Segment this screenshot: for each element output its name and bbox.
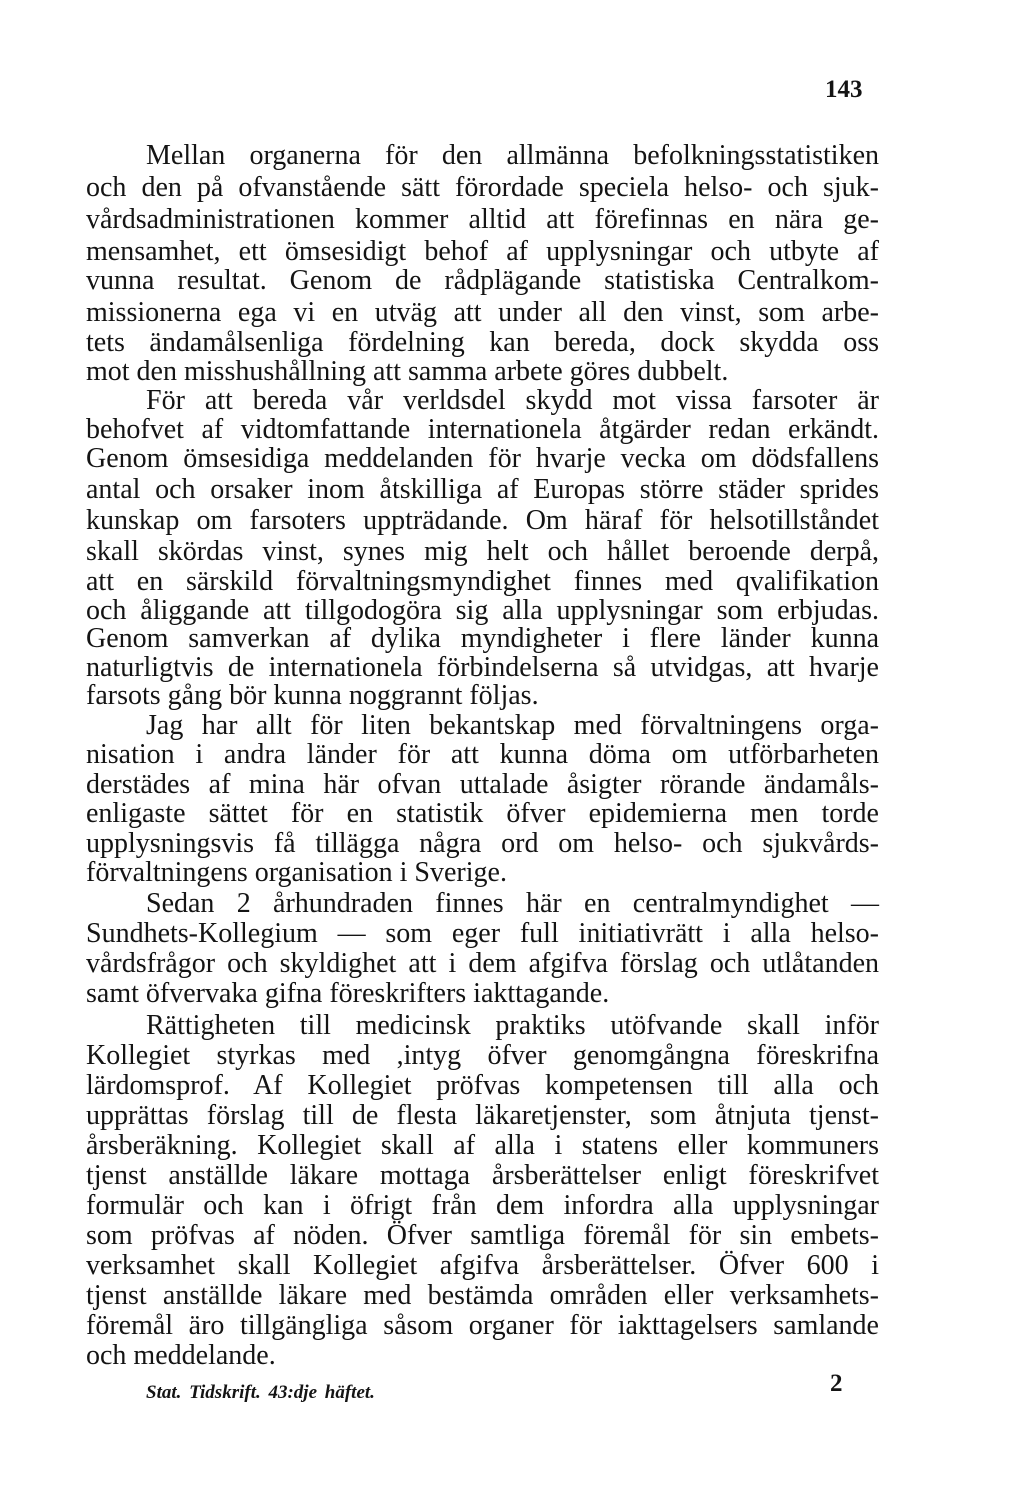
text-line: samt öfvervaka gifna föreskrifters iakttagande. xyxy=(86,978,610,1009)
text-line: att en särskild förvaltningsmyndighet finnes med qvalifikation xyxy=(86,566,879,597)
text-line: kunskap om farsoters uppträdande. Om häraf för helsotillståndet xyxy=(86,505,879,536)
text-line: och den på ofvanstående sätt förordade speciela helso- och sjuk- xyxy=(86,172,879,203)
text-line: För att bereda vår verldsdel skydd mot vissa farsoter är xyxy=(146,385,879,416)
text-line: mensamhet, ett ömsesidigt behof af upplysningar och utbyte af xyxy=(86,236,879,267)
text-line: missionerna ega vi en utväg att under all den vinst, som arbe- xyxy=(86,297,879,328)
text-line: som pröfvas af nöden. Öfver samtliga föremål för sin embets- xyxy=(86,1220,879,1251)
text-line: verksamhet skall Kollegiet afgifva årsberättelser. Öfver 600 i xyxy=(86,1250,879,1281)
page-number: 143 xyxy=(825,76,863,103)
text-line: tjenst anställde läkare med bestämda områden eller verksamhets- xyxy=(86,1280,879,1311)
text-line: vårdsfrågor och skyldighet att i dem afgifva förslag och utlåtanden xyxy=(86,948,879,979)
text-line: förvaltningens organisation i Sverige. xyxy=(86,857,507,888)
text-line: och meddelande. xyxy=(86,1340,276,1371)
text-line: tjenst anställde läkare mottaga årsberättelser enligt föreskrifvet xyxy=(86,1160,879,1191)
text-line: lärdomsprof. Af Kollegiet pröfvas kompetensen till alla och xyxy=(86,1070,879,1101)
text-line: Genom ömsesidiga meddelanden för hvarje vecka om dödsfallens xyxy=(86,443,879,474)
text-line: Kollegiet styrkas med ,intyg öfver genomgångna föreskrifna xyxy=(86,1040,879,1071)
text-line: farsots gång bör kunna noggrannt följas. xyxy=(86,680,539,711)
text-line: Sedan 2 århundraden finnes här en centralmyndighet — xyxy=(146,888,879,919)
text-line: enligaste sättet för en statistik öfver epidemierna men torde xyxy=(86,798,879,829)
text-line: upplysningsvis få tillägga några ord om helso- och sjukvårds- xyxy=(86,828,879,859)
text-line: årsberäkning. Kollegiet skall af alla i statens eller kommuners xyxy=(86,1130,879,1161)
text-line: formulär och kan i öfrigt från dem infordra alla upplysningar xyxy=(86,1190,879,1221)
text-line: skall skördas vinst, synes mig helt och hållet beroende derpå, xyxy=(86,536,879,567)
text-line: föremål äro tillgängliga såsom organer för iakttagelsers samlande xyxy=(86,1310,879,1341)
text-line: Jag har allt för liten bekantskap med förvaltningens orga- xyxy=(146,710,879,741)
text-line: derstädes af mina här ofvan uttalade åsigter rörande ändamåls- xyxy=(86,769,879,800)
footer-journal-reference: Stat. Tidskrift. 43:dje häftet. xyxy=(146,1382,375,1403)
text-line: Sundhets-Kollegium — som eger full initiativrätt i alla helso- xyxy=(86,918,879,949)
text-line: vunna resultat. Genom de rådplägande statistiska Centralkom- xyxy=(86,265,879,296)
text-line: behofvet af vidtomfattande internationela åtgärder redan erkändt. xyxy=(86,414,879,445)
text-line: Genom samverkan af dylika myndigheter i flere länder kunna xyxy=(86,623,879,654)
text-line: upprättas förslag till de flesta läkaretjenster, som åtnjuta tjenst- xyxy=(86,1100,879,1131)
text-line: Rättigheten till medicinsk praktiks utöfvande skall inför xyxy=(146,1010,879,1041)
text-line: antal och orsaker inom åtskilliga af Europas större städer sprides xyxy=(86,474,879,505)
text-line: mot den misshushållning att samma arbete göres dubbelt. xyxy=(86,356,729,387)
text-line: tets ändamålsenliga fördelning kan bereda, dock skydda oss xyxy=(86,327,879,358)
text-line: vårdsadministrationen kommer alltid att förefinnas en nära ge- xyxy=(86,204,879,235)
text-line: Mellan organerna för den allmänna befolkningsstatistiken xyxy=(146,140,879,171)
text-line: nisation i andra länder för att kunna döma om utförbarheten xyxy=(86,739,879,770)
text-line: naturligtvis de internationela förbindelserna så utvidgas, att hvarje xyxy=(86,652,879,683)
text-line: och åliggande att tillgodogöra sig alla upplysningar som erbjudas. xyxy=(86,595,879,626)
footer-signature-mark: 2 xyxy=(830,1370,843,1397)
